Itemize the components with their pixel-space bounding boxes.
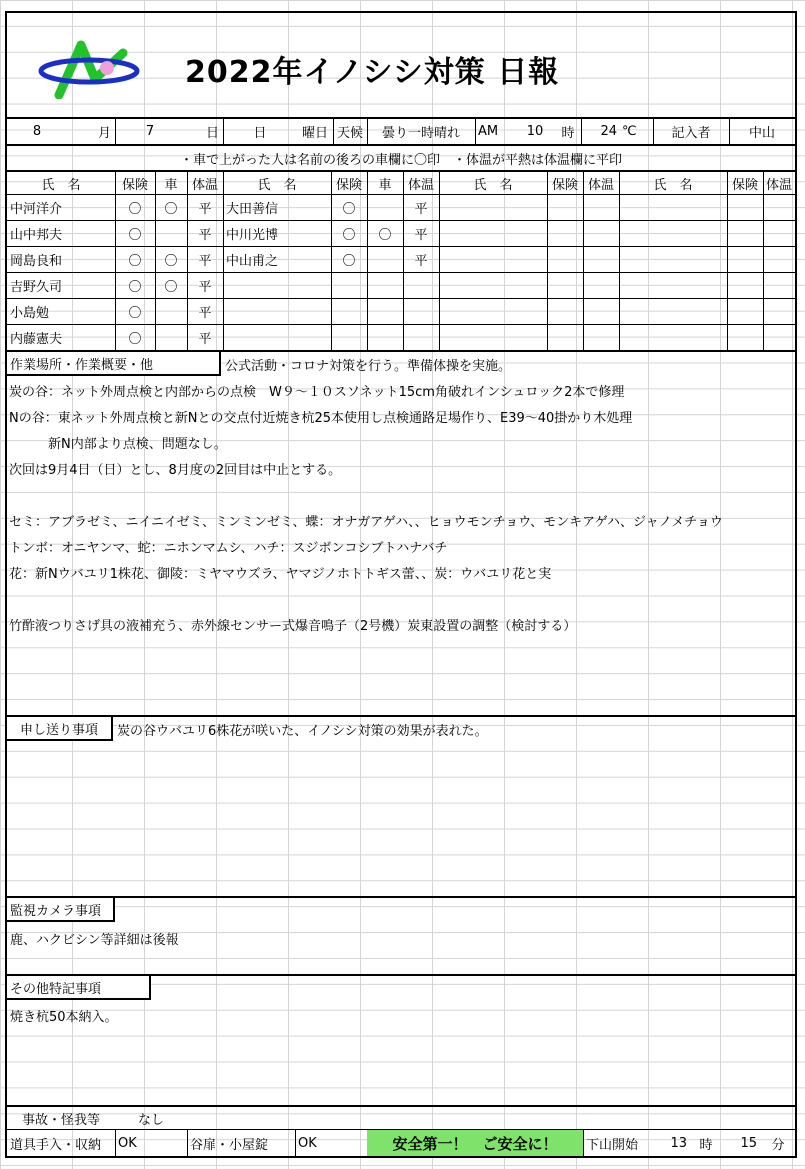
work-line: セミ：アブラゼミ、ニイニイゼミ、ミンミンゼミ、蝶：オナガアゲハ、、ヒョウモンチョウ、モンキアゲハ、ジャノメチョウ (9, 515, 723, 530)
work-line: 炭の谷：ネット外周点検と内部からの点検 W９～１０スソネット15cm角破れインシュロック2本で修理 (9, 385, 625, 400)
temp-value: 24 (600, 123, 617, 139)
table-header-ins: 保険 (551, 177, 578, 193)
recorder-label: 記入者 (671, 125, 711, 141)
day-unit: 日 (205, 125, 219, 141)
descent-hour-unit: 時 (699, 1137, 713, 1153)
temperature-mark: 平 (198, 305, 212, 321)
descent-minute: 15 (740, 1135, 757, 1151)
table-header-car: 車 (164, 177, 178, 193)
work-line: トンボ：オニヤンマ、蛇：ニホンマムシ、ハチ：スジボンコシブトハナバチ (9, 541, 448, 556)
other-text: 焼き杭50本納入。 (10, 1010, 118, 1025)
insurance-mark: 〇 (128, 331, 142, 347)
weekday-label: 曜日 (301, 125, 328, 141)
temperature-mark: 平 (414, 201, 428, 217)
table-header-temp: 体温 (587, 177, 614, 193)
attendee-name: 山中邦夫 (10, 227, 63, 243)
report-title: 2022年イノシシ対策 日報 (185, 55, 560, 90)
camera-label: 監視カメラ事項 (5, 896, 115, 922)
accident-label: 事故・怪我等 (21, 1112, 100, 1128)
insurance-mark: 〇 (342, 227, 356, 243)
table-header-name: 氏 名 (473, 177, 513, 193)
attendee-name: 吉野久司 (10, 279, 63, 295)
accident-value: なし (138, 1112, 165, 1128)
insurance-mark: 〇 (342, 201, 356, 217)
insurance-mark: 〇 (128, 227, 142, 243)
tools-label: 道具手入・収納 (10, 1137, 102, 1153)
car-mark (155, 324, 187, 350)
descent-hour: 13 (670, 1135, 687, 1151)
car-mark (367, 246, 403, 272)
temperature-mark: 平 (198, 253, 212, 269)
logo (37, 39, 141, 99)
camera-text: 鹿、ハクビシン等詳細は後報 (10, 933, 179, 948)
work-line: 竹酢液つりさげ具の液補充う、赤外線センサー式爆音鳴子（2号機）炭東設置の調整（検討する） (9, 619, 577, 634)
other-label: その他特記事項 (5, 974, 151, 1000)
attendee-name: 小島勉 (10, 305, 50, 321)
weather-value: 曇り一時晴れ (381, 125, 460, 141)
car-mark (155, 220, 187, 246)
table-header-ins: 保険 (121, 177, 148, 193)
table-header-name: 氏 名 (257, 177, 297, 193)
work-line: Nの谷：東ネット外周点検と新Nとの交点付近焼き杭25本使用し点検通路足場作り、E39～40掛かり木処理 (9, 411, 633, 426)
tools-value: OK (118, 1135, 137, 1151)
hour-value: 10 (526, 123, 544, 139)
table-header-car: 車 (378, 177, 392, 193)
weather-label: 天候 (336, 125, 363, 141)
car-mark: 〇 (164, 253, 178, 269)
table-header-name: 氏 名 (41, 177, 81, 193)
table-header-temp: 体温 (765, 177, 792, 193)
work-first-line: 公式活動・コロナ対策を行う。準備体操を実施。 (225, 359, 512, 374)
attendance-table (7, 172, 795, 350)
work-line: 花：新Nウバユリ1株花、御陵：ミヤマウズラ、ヤマジノホトトギス蕾、、炭：ウバユリ花と実 (9, 567, 552, 582)
insurance-mark: 〇 (128, 305, 142, 321)
descent-label: 下山開始 (586, 1137, 639, 1153)
weekday-value: 日 (253, 125, 267, 141)
logo-icon (37, 39, 141, 99)
instruction-note: ・車で上がった人は名前の後ろの車欄に〇印 ・体温が平熱は体温欄に平印 (179, 152, 622, 168)
safety-banner: 安全第一！ ご安全に！ (367, 1130, 583, 1156)
gate-value: OK (298, 1135, 317, 1151)
recorder-value: 中山 (748, 125, 775, 141)
descent-minute-unit: 分 (771, 1137, 785, 1153)
car-mark: 〇 (164, 201, 178, 217)
insurance-mark: 〇 (128, 201, 142, 217)
table-header-temp: 体温 (191, 177, 218, 193)
month-value: 8 (32, 123, 42, 139)
gate-label: 谷扉・小屋錠 (190, 1137, 269, 1153)
temperature-mark: 平 (198, 227, 212, 243)
temp-unit: ℃ (622, 123, 637, 139)
work-label: 作業場所・作業概要・他 (5, 350, 221, 376)
day-value: 7 (145, 123, 155, 139)
attendee-name: 中山甫之 (226, 253, 279, 269)
temperature-mark: 平 (414, 253, 428, 269)
insurance-mark: 〇 (128, 279, 142, 295)
attendee-name: 大田善信 (226, 201, 279, 217)
hour-unit: 時 (561, 125, 575, 141)
insurance-mark: 〇 (342, 253, 356, 269)
handover-text: 炭の谷ウバユリ6株花が咲いた、イノシシ対策の効果が表れた。 (117, 724, 488, 739)
car-mark: 〇 (378, 227, 392, 243)
temperature-mark: 平 (414, 227, 428, 243)
temperature-mark: 平 (198, 279, 212, 295)
handover-label: 申し送り事項 (5, 715, 113, 741)
table-header-temp: 体温 (407, 177, 434, 193)
month-unit: 月 (97, 125, 111, 141)
ampm-value: AM (478, 123, 499, 139)
attendee-name: 内藤憲夫 (10, 331, 63, 347)
insurance-mark: 〇 (128, 253, 142, 269)
footer-row (7, 1130, 795, 1156)
table-header-ins: 保険 (335, 177, 362, 193)
car-mark: 〇 (164, 279, 178, 295)
temperature-mark: 平 (198, 331, 212, 347)
attendee-name: 岡島良和 (10, 253, 63, 269)
attendee-name: 中川光博 (226, 227, 279, 243)
work-line: 次回は9月4日（日）とし、8月度の2回目は中止とする。 (9, 463, 342, 478)
work-line: 新N内部より点検、問題なし。 (9, 437, 227, 452)
info-row (7, 118, 795, 144)
attendee-name: 中河洋介 (10, 201, 63, 217)
daily-report-sheet (5, 11, 797, 1158)
table-header-name: 氏 名 (653, 177, 693, 193)
car-mark (367, 194, 403, 220)
car-mark (155, 298, 187, 324)
temperature-mark: 平 (198, 201, 212, 217)
table-header-ins: 保険 (731, 177, 758, 193)
